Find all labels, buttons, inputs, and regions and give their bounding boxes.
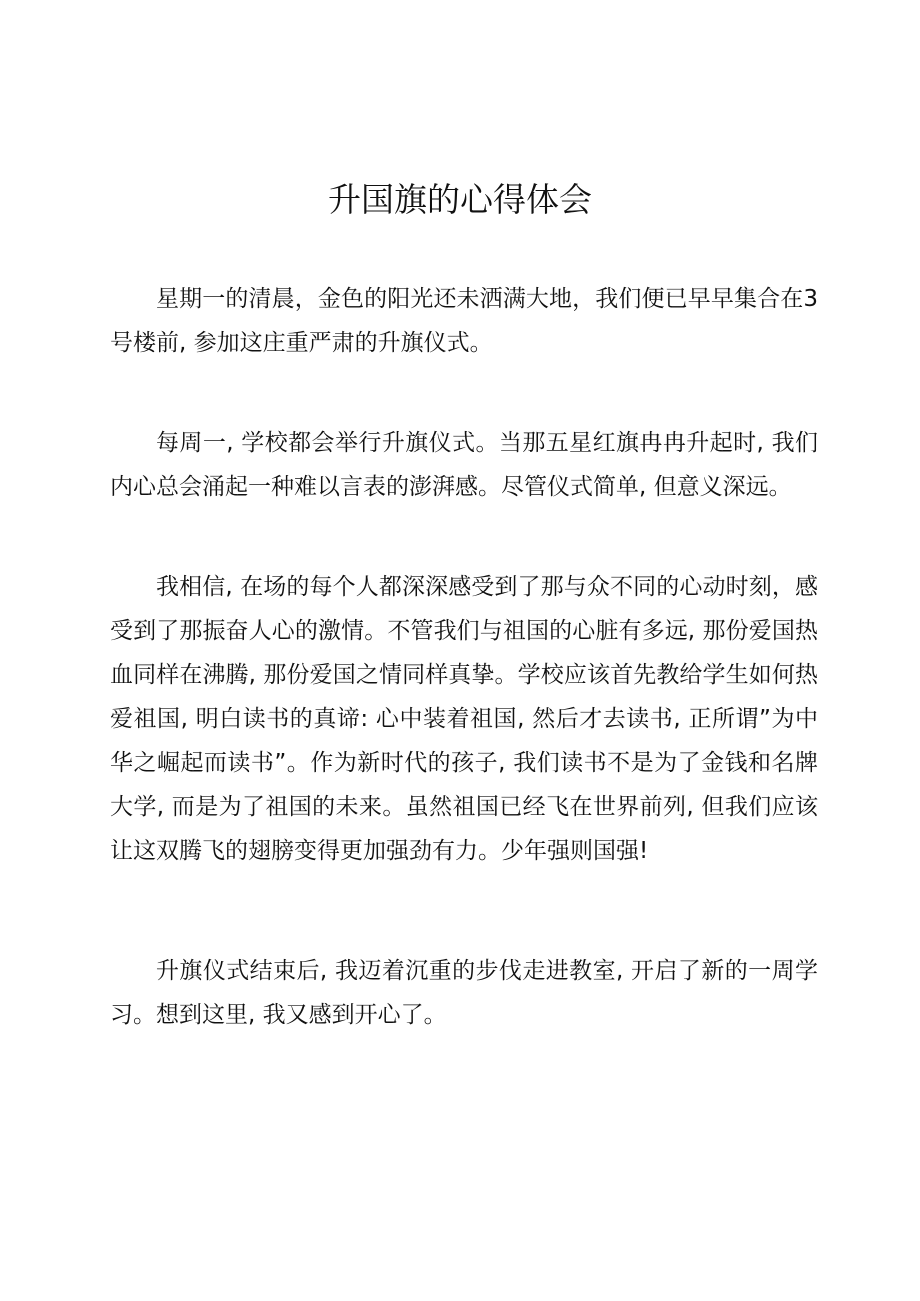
paragraph-1: 星期一的清晨，金色的阳光还未洒满大地，我们便已早早集合在3号楼前, 参加这庄重严肃的升旗仪式。 [110,286,818,356]
document-title: 升国旗的心得体会 [328,180,592,219]
paragraph-3: 我相信, 在场的每个人都深深感受到了那与众不同的心动时刻，感受到了那振奋人心的激情。不管我们与祖国的心脏有多远, 那份爱国热血同样在沸腾, 那份爱国之情同样真挚。学校应该首先教给学生如何热爱祖国, 明白读书的真谛: 心中装着祖国, 然后才去读书, 正所谓”为中华之崛起而读书”。作为新时代的孩子, 我们读书不是为了金钱和名牌大学, 而是为了祖国的未来。虽然祖国已经飞在世界前列, 但我们应该让这双腾飞的翅膀变得更加强劲有力。少年强则国强! [110,574,818,864]
paragraph-4: 升旗仪式结束后, 我迈着沉重的步伐走进教室, 开启了新的一周学习。想到这里, 我又感到开心了。 [110,958,818,1028]
paragraph-2: 每周一, 学校都会举行升旗仪式。当那五星红旗冉冉升起时, 我们内心总会涌起一种难以言表的澎湃感。尽管仪式简单, 但意义深远。 [110,430,818,500]
